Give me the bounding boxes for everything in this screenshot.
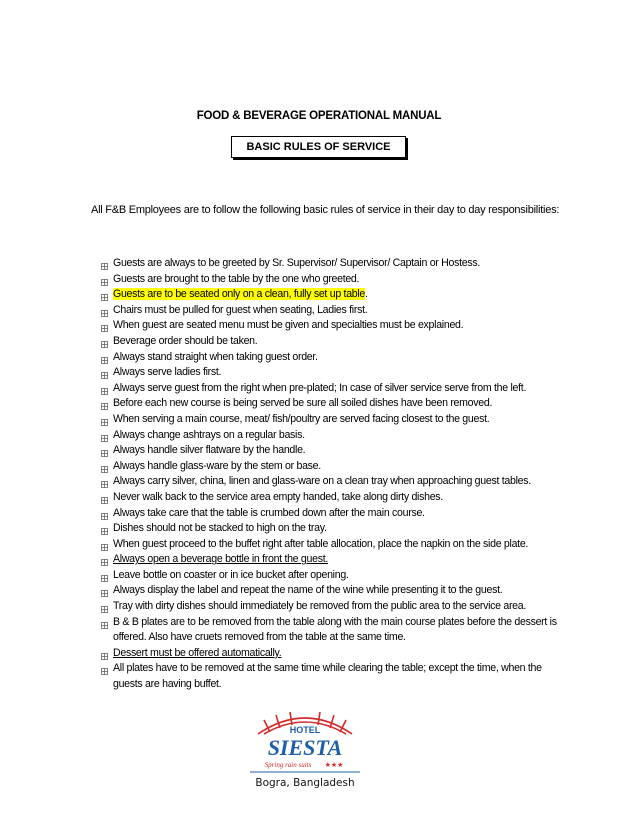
bullet-icon [101,478,108,485]
section-heading-box [231,136,406,158]
rule-item [101,334,571,350]
hotel-logo [240,708,370,796]
bullet-icon [101,665,108,672]
rule-text: Tray with dirty dishes should immediately be removed from the public area to the service area. [113,600,527,613]
rule-item [101,381,571,397]
rule-text: Beverage order should be taken. [113,334,258,347]
rule-text: When guest are seated menu must be given and specialties must be explained. [113,319,464,332]
bullet-icon [101,400,108,407]
rule-item [101,412,571,428]
rule-item [101,287,571,303]
rule-text: Before each new course is being served be sure all soiled dishes have been removed. [113,397,493,410]
rule-item [101,661,571,692]
rule-item [101,443,571,459]
bullet-icon [101,307,108,314]
rule-item [101,396,571,412]
rule-item [101,272,571,288]
rule-item [101,506,571,522]
rule-item [101,350,571,366]
bullet-icon [101,291,108,298]
bullet-icon [101,463,108,470]
intro-paragraph: All F&B Employees are to follow the following basic rules of service in their day to day responsibilities: [91,204,560,216]
bullet-icon [101,322,108,329]
logo-tagline: Spring rain suits [264,761,312,769]
rule-text: Guests are to be seated only on a clean, fully set up table [113,288,366,301]
section-heading: BASIC RULES OF SERVICE [246,141,391,153]
logo-brand-name: SIESTA [267,735,343,760]
rule-suffix: . [365,288,368,301]
rule-text: Guests are always to be greeted by Sr. Supervisor/ Supervisor/ Captain or Hostess. [113,257,480,269]
bullet-icon [101,510,108,517]
bullet-icon [101,369,108,376]
bullet-icon [101,447,108,454]
rule-text: Always serve ladies first. [113,366,222,379]
rule-text: Chairs must be pulled for guest when seating, Ladies first. [113,303,368,316]
rule-item [101,568,571,584]
rule-text: Always display the label and repeat the name of the wine while presenting it to the guest. [113,584,503,597]
rule-item [101,646,571,662]
rule-text: Never walk back to the service area empty handed, take along dirty dishes. [113,490,443,503]
rule-item [101,318,571,334]
rule-text: Always open a beverage bottle in front the guest. [113,553,328,566]
rule-text: Always carry silver, china, linen and glass-ware on a clean tray when approaching guest tables. [113,475,531,488]
bullet-icon [101,260,108,267]
bullet-icon [101,354,108,361]
bullet-icon [101,276,108,283]
rule-text: Dishes should not be stacked to high on the tray. [113,522,327,535]
rule-text: Always stand straight when taking guest order. [113,350,318,363]
rule-text: B & B plates are to be removed from the table along with the main course plates before the dessert is offered. Also have cruets removed from the table at the same time. [113,615,557,644]
bullet-icon [101,494,108,501]
document-title: FOOD & BEVERAGE OPERATIONAL MANUAL [196,110,442,122]
bullet-icon [101,650,108,657]
bullet-icon [101,619,108,626]
logo-stars: ★★★ [324,761,344,769]
rule-item [101,615,571,646]
rule-item [101,537,571,553]
bullet-icon [101,541,108,548]
rules-list [101,256,571,693]
rule-item [101,552,571,568]
rule-text: Dessert must be offered automatically. [113,646,282,659]
bullet-icon [101,587,108,594]
logo-location: Bogra, Bangladesh [255,777,355,789]
rule-text: When serving a main course, meat/ fish/poultry are served facing closest to the guest. [113,412,490,425]
rule-text: Always take care that the table is crumbed down after the main course. [113,506,425,519]
rule-item [101,490,571,506]
bullet-icon [101,416,108,423]
rule-item [101,599,571,615]
rule-item [101,428,571,444]
bullet-icon [101,572,108,579]
rule-item [101,521,571,537]
bullet-icon [101,556,108,563]
rule-text: Always handle silver flatware by the handle. [113,444,306,457]
bullet-icon [101,385,108,392]
bullet-icon [101,338,108,345]
rule-text: All plates have to be removed at the same time while clearing the table; except the time, when the guests are having buffet. [113,662,542,691]
rule-text: When guest proceed to the buffet right after table allocation, place the napkin on the side plate. [113,537,529,550]
logo-hotel-word: HOTEL [289,725,321,735]
rule-item [101,303,571,319]
rule-item [101,256,571,272]
rule-text: Guests are brought to the table by the one who greeted. [113,272,360,285]
rule-item [101,583,571,599]
bullet-icon [101,603,108,610]
rule-text: Always change ashtrays on a regular basis. [113,428,305,441]
hotel-logo-graphic [240,708,370,796]
rule-item [101,365,571,381]
rule-text: Leave bottle on coaster or in ice bucket after opening. [113,568,349,581]
bullet-icon [101,432,108,439]
rule-text: Always handle glass-ware by the stem or base. [113,459,321,472]
rule-text: Always serve guest from the right when pre-plated; In case of silver service serve from the left. [113,381,527,394]
rule-item [101,459,571,475]
rule-item [101,474,571,490]
bullet-icon [101,525,108,532]
